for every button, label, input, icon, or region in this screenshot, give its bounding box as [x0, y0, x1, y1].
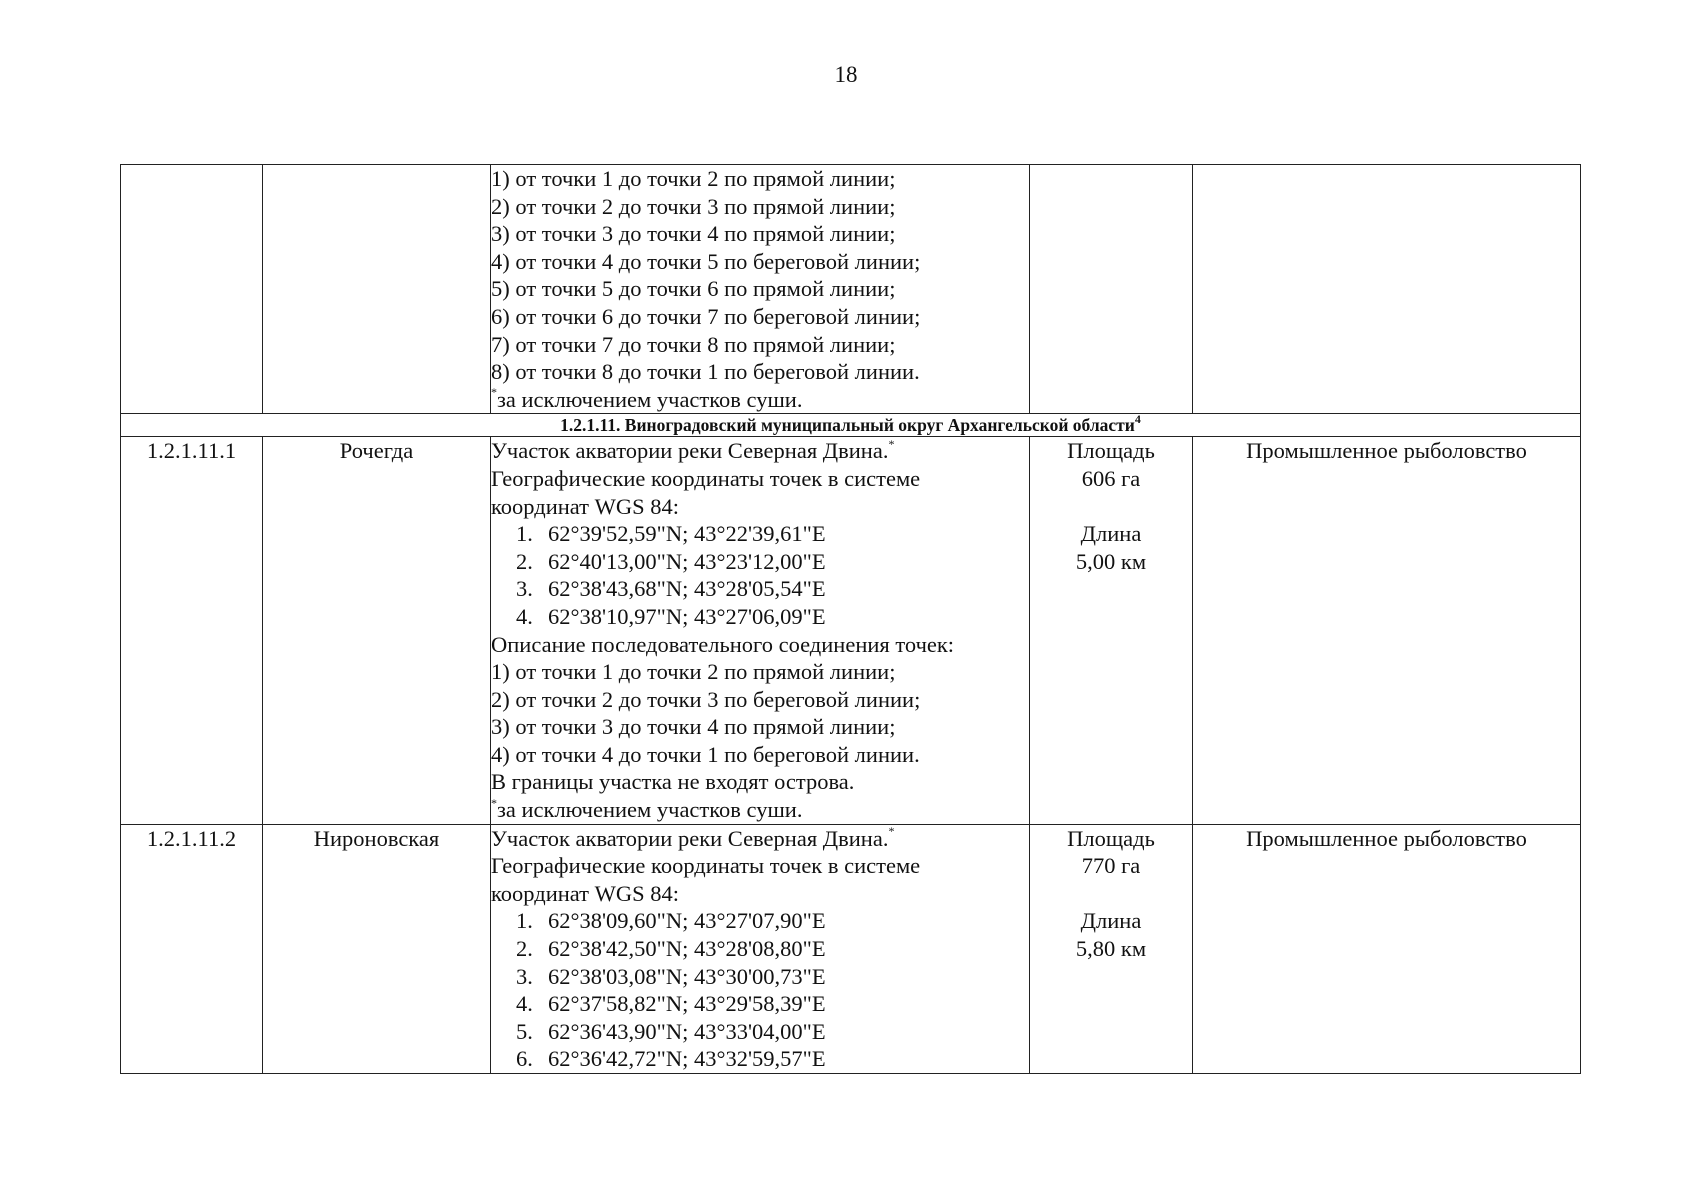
empty-number-cell	[121, 165, 263, 414]
footnote-mark: *	[491, 385, 497, 400]
connection-line: 2) от точки 2 до точки 3 по береговой линии;	[491, 686, 921, 712]
coordinate-index: 3.	[516, 963, 533, 989]
coordinate-value: 62°38'09,60"N; 43°27'07,90"E	[548, 908, 826, 934]
coordinate-item	[491, 907, 1029, 935]
coordinate-index: 1.	[516, 521, 533, 547]
fishing-areas-table	[120, 164, 1581, 1074]
coordinate-value: 62°38'03,08"N; 43°30'00,73"E	[548, 963, 826, 989]
connection-line: 3) от точки 3 до точки 4 по прямой линии;	[491, 221, 896, 247]
length-label: Длина	[1080, 521, 1142, 547]
coord-header-line: Географические координаты точек в системе	[491, 465, 921, 491]
area-note: В границы участка не входят острова.	[491, 769, 855, 795]
area-description-cell	[491, 437, 1030, 824]
coordinate-index: 2.	[516, 936, 533, 962]
area-measure-cell	[1030, 437, 1193, 824]
coordinate-index: 5.	[516, 1018, 533, 1044]
empty-measure-cell	[1030, 165, 1193, 414]
coordinate-item	[491, 603, 1029, 631]
coordinate-index: 4.	[516, 991, 533, 1017]
section-title	[121, 411, 1581, 437]
area-label: Площадь	[1067, 825, 1155, 851]
coordinate-index: 2.	[516, 548, 533, 574]
footnote-mark: *	[491, 795, 497, 810]
empty-name-cell	[263, 165, 491, 414]
area-intro	[491, 825, 1029, 853]
continuation-row	[121, 165, 1581, 414]
coordinate-item	[491, 1018, 1029, 1046]
footnote-line	[491, 386, 1029, 414]
footnote-text: за исключением участков суши.	[497, 797, 803, 823]
connection-line: 3) от точки 3 до точки 4 по прямой линии;	[491, 714, 896, 740]
connection-line: 7) от точки 7 до точки 8 по прямой линии;	[491, 331, 896, 357]
area-intro	[491, 437, 1029, 465]
coordinate-index: 4.	[516, 603, 533, 629]
coordinate-item	[491, 1045, 1029, 1073]
coordinate-value: 62°40'13,00"N; 43°23'12,00"E	[548, 548, 826, 574]
footnote-text: за исключением участков суши.	[497, 386, 803, 412]
coordinate-item	[491, 575, 1029, 603]
coordinate-item	[491, 548, 1029, 576]
coordinate-value: 62°36'43,90"N; 43°33'04,00"E	[548, 1018, 826, 1044]
connection-line: 4) от точки 4 до точки 5 по береговой линии;	[491, 248, 921, 274]
continuation-description-cell	[491, 165, 1030, 414]
section-header-row	[121, 414, 1581, 437]
intro-footnote-mark: *	[888, 436, 895, 451]
section-footnote-ref: 4	[1134, 411, 1141, 426]
connection-line: 5) от точки 5 до точки 6 по прямой линии;	[491, 276, 896, 302]
coord-header-line: Географические координаты точек в системе	[491, 853, 921, 879]
length-value: 5,80 км	[1075, 936, 1147, 962]
coordinate-value: 62°38'43,68"N; 43°28'05,54"E	[548, 576, 826, 602]
connection-line: 2) от точки 2 до точки 3 по прямой линии;	[491, 193, 896, 219]
area-label: Площадь	[1067, 438, 1155, 464]
connection-header: Описание последовательного соединения точек:	[491, 631, 955, 657]
area-name: Нироновская	[263, 824, 491, 1073]
length-label: Длина	[1080, 908, 1142, 934]
connection-line: 8) от точки 8 до точки 1 по береговой линии.	[491, 359, 920, 385]
connection-line: 4) от точки 4 до точки 1 по береговой линии.	[491, 741, 920, 767]
footnote-line	[491, 796, 1029, 824]
coordinate-item	[491, 963, 1029, 991]
usage-type: Промышленное рыболовство	[1193, 824, 1581, 1073]
coordinate-index: 1.	[516, 908, 533, 934]
coordinate-index: 3.	[516, 576, 533, 602]
coordinate-item	[491, 520, 1029, 548]
area-description-cell	[491, 824, 1030, 1073]
length-value: 5,00 км	[1075, 548, 1147, 574]
coordinate-item	[491, 990, 1029, 1018]
coordinate-index: 6.	[516, 1046, 533, 1072]
area-intro-text: Участок акватории реки Северная Двина.	[491, 825, 889, 851]
coordinate-value: 62°37'58,82"N; 43°29'58,39"E	[548, 991, 826, 1017]
coordinate-item	[491, 935, 1029, 963]
coordinate-value: 62°39'52,59"N; 43°22'39,61"E	[548, 521, 826, 547]
usage-type: Промышленное рыболовство	[1193, 437, 1581, 824]
coordinate-value: 62°36'42,72"N; 43°32'59,57"E	[548, 1046, 826, 1072]
area-number: 1.2.1.11.2	[121, 824, 263, 1073]
area-number: 1.2.1.11.1	[121, 437, 263, 824]
table-row	[121, 437, 1581, 824]
area-value: 606 га	[1081, 465, 1141, 491]
connection-line: 1) от точки 1 до точки 2 по прямой линии;	[491, 659, 896, 685]
area-measure-cell	[1030, 824, 1193, 1073]
coordinate-value: 62°38'10,97"N; 43°27'06,09"E	[548, 603, 826, 629]
coord-header-line: координат WGS 84:	[491, 880, 680, 906]
table-row	[121, 824, 1581, 1073]
connection-line: 6) от точки 6 до точки 7 по береговой линии;	[491, 303, 921, 329]
coord-header-line: координат WGS 84:	[491, 493, 680, 519]
coordinate-value: 62°38'42,50"N; 43°28'08,80"E	[548, 936, 826, 962]
intro-footnote-mark: *	[888, 824, 895, 839]
area-value: 770 га	[1081, 853, 1141, 879]
section-title-text: 1.2.1.11. Виноградовский муниципальный округ Архангельской области	[560, 415, 1135, 436]
page-number: 18	[834, 62, 858, 87]
area-intro-text: Участок акватории реки Северная Двина.	[491, 438, 889, 464]
empty-use-cell	[1193, 165, 1581, 414]
connection-line: 1) от точки 1 до точки 2 по прямой линии;	[491, 166, 896, 191]
area-name: Рочегда	[263, 437, 491, 824]
